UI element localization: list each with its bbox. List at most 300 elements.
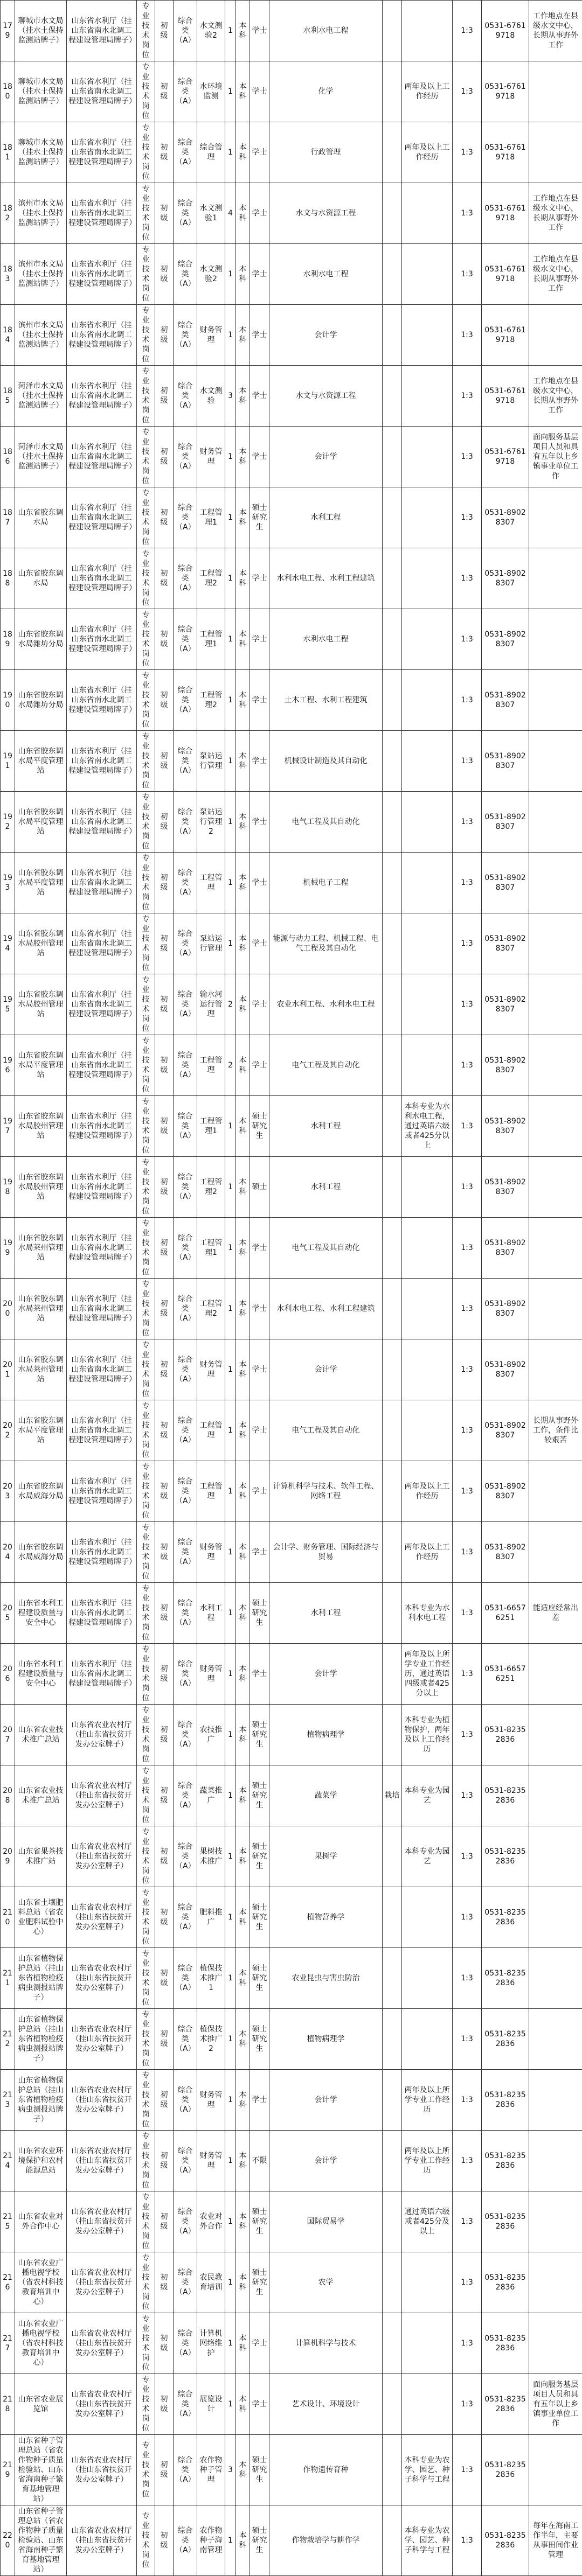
remark-cell xyxy=(529,487,582,548)
education-cell: 本科 xyxy=(236,2070,250,2131)
remark-cell xyxy=(529,1887,582,1948)
ratio-cell: 1:3 xyxy=(453,1522,482,1583)
education-cell: 本科 xyxy=(236,974,250,1035)
ratio-cell: 1:3 xyxy=(453,548,482,609)
remark-cell xyxy=(529,2070,582,2131)
post-name-cell: 工程管理 xyxy=(197,1400,225,1461)
grad-major-cell: 栽培 xyxy=(383,1765,402,1826)
row-number: 193 xyxy=(1,853,15,913)
row-number: 215 xyxy=(1,2191,15,2252)
post-name-cell: 泵站运行管理 xyxy=(197,731,225,792)
ratio-cell: 1:3 xyxy=(453,305,482,366)
other-requirements-cell xyxy=(402,1035,453,1096)
quota-cell: 1 xyxy=(225,487,236,548)
quota-cell: 1 xyxy=(225,427,236,487)
parent-unit-cell: 山东省农业农村厅（挂山东省扶贫开发办公室牌子） xyxy=(67,2009,137,2070)
degree-cell: 学士 xyxy=(250,1218,269,1279)
row-number: 210 xyxy=(1,1887,15,1948)
quota-cell: 1 xyxy=(225,609,236,670)
major-cell: 植物病理学 xyxy=(269,1705,383,1765)
quota-cell: 1 xyxy=(225,1400,236,1461)
parent-unit-cell: 山东省水利厅（挂山东省南水北调工程建设管理局牌子） xyxy=(67,1,137,61)
row-number: 191 xyxy=(1,731,15,792)
remark-cell xyxy=(529,1218,582,1279)
phone-cell: 0531-89028307 xyxy=(482,1400,529,1461)
grad-major-cell xyxy=(383,1035,402,1096)
post-nature-cell: 综合类（A） xyxy=(174,1096,197,1157)
post-name-cell: 水环境监测 xyxy=(197,61,225,122)
post-grade-cell: 初级 xyxy=(155,670,174,731)
phone-cell: 0531-82352836 xyxy=(482,2374,529,2435)
remark-cell: 每年在海南工作半年，主要从事田间作业管理 xyxy=(529,2505,582,2576)
department-cell: 聊城市水文局（挂水土保持监测站牌子） xyxy=(15,61,67,122)
major-cell: 行政管理 xyxy=(269,122,383,183)
row-number: 218 xyxy=(1,2374,15,2435)
post-category-cell: 专业技术岗位 xyxy=(137,1583,155,1644)
row-number: 182 xyxy=(1,183,15,244)
remark-cell xyxy=(529,122,582,183)
ratio-cell: 1:3 xyxy=(453,1887,482,1948)
phone-cell: 0531-82352836 xyxy=(482,2505,529,2576)
post-nature-cell: 综合类（A） xyxy=(174,183,197,244)
department-cell: 山东省胶东调水局胶州管理站 xyxy=(15,1157,67,1218)
education-cell: 本科 xyxy=(236,670,250,731)
post-name-cell: 水文测验 xyxy=(197,366,225,427)
post-category-cell: 专业技术岗位 xyxy=(137,1035,155,1096)
post-name-cell: 财务管理 xyxy=(197,427,225,487)
post-category-cell: 专业技术岗位 xyxy=(137,913,155,974)
other-requirements-cell xyxy=(402,548,453,609)
row-number: 208 xyxy=(1,1765,15,1826)
degree-cell: 学士 xyxy=(250,1644,269,1705)
post-nature-cell: 综合类（A） xyxy=(174,1826,197,1887)
degree-cell: 硕士研究生 xyxy=(250,2252,269,2313)
post-grade-cell: 初级 xyxy=(155,1705,174,1765)
post-nature-cell: 综合类（A） xyxy=(174,305,197,366)
education-cell: 本科 xyxy=(236,1,250,61)
other-requirements-cell xyxy=(402,2313,453,2374)
post-name-cell: 财务管理 xyxy=(197,1644,225,1705)
row-number: 198 xyxy=(1,1157,15,1218)
major-cell: 果树学 xyxy=(269,1826,383,1887)
post-name-cell: 水文测验2 xyxy=(197,244,225,305)
post-grade-cell: 初级 xyxy=(155,1765,174,1826)
other-requirements-cell xyxy=(402,1339,453,1400)
other-requirements-cell xyxy=(402,1157,453,1218)
degree-cell: 学士 xyxy=(250,792,269,853)
post-name-cell: 工程管理1 xyxy=(197,1218,225,1279)
post-name-cell: 财务管理 xyxy=(197,305,225,366)
major-cell: 农业昆虫与害虫防治 xyxy=(269,1948,383,2009)
major-cell: 农业水利工程、水利水电工程 xyxy=(269,974,383,1035)
ratio-cell: 1:3 xyxy=(453,1157,482,1218)
grad-major-cell xyxy=(383,1705,402,1765)
degree-cell: 学士 xyxy=(250,1035,269,1096)
post-grade-cell: 初级 xyxy=(155,548,174,609)
phone-cell: 0531-67619718 xyxy=(482,61,529,122)
table-row xyxy=(1,670,582,731)
table-row xyxy=(1,1035,582,1096)
post-nature-cell: 综合类（A） xyxy=(174,1400,197,1461)
grad-major-cell xyxy=(383,1339,402,1400)
row-number: 190 xyxy=(1,670,15,731)
degree-cell: 硕士研究生 xyxy=(250,2435,269,2505)
table-row xyxy=(1,1157,582,1218)
post-nature-cell: 综合类（A） xyxy=(174,974,197,1035)
phone-cell: 0531-67619718 xyxy=(482,183,529,244)
other-requirements-cell: 两年及以上所学专业工作经历 xyxy=(402,2131,453,2191)
ratio-cell: 1:3 xyxy=(453,913,482,974)
post-grade-cell: 初级 xyxy=(155,609,174,670)
post-name-cell: 财务管理 xyxy=(197,2070,225,2131)
post-category-cell: 专业技术岗位 xyxy=(137,1461,155,1522)
post-nature-cell: 综合类（A） xyxy=(174,2009,197,2070)
ratio-cell: 1:3 xyxy=(453,1765,482,1826)
grad-major-cell xyxy=(383,2505,402,2576)
major-cell: 作物栽培学与耕作学 xyxy=(269,2505,383,2576)
other-requirements-cell xyxy=(402,244,453,305)
table-row xyxy=(1,1948,582,2009)
department-cell: 山东省土壤肥料总站（省农业肥料试验中心） xyxy=(15,1887,67,1948)
department-cell: 山东省农业环境保护和农村能源总站 xyxy=(15,2131,67,2191)
post-grade-cell: 初级 xyxy=(155,1644,174,1705)
education-cell: 本科 xyxy=(236,2009,250,2070)
department-cell: 山东省果茶技术推广站 xyxy=(15,1826,67,1887)
grad-major-cell xyxy=(383,1948,402,2009)
quota-cell: 1 xyxy=(225,1157,236,1218)
post-category-cell: 专业技术岗位 xyxy=(137,1400,155,1461)
department-cell: 山东省农业技术推广总站 xyxy=(15,1765,67,1826)
major-cell: 会计学 xyxy=(269,1644,383,1705)
row-number: 207 xyxy=(1,1705,15,1765)
major-cell: 电气工程及其自动化 xyxy=(269,1218,383,1279)
phone-cell: 0531-82352836 xyxy=(482,2252,529,2313)
education-cell: 本科 xyxy=(236,1887,250,1948)
post-category-cell: 专业技术岗位 xyxy=(137,1887,155,1948)
quota-cell: 1 xyxy=(225,548,236,609)
degree-cell: 学士 xyxy=(250,1522,269,1583)
education-cell: 本科 xyxy=(236,183,250,244)
education-cell: 本科 xyxy=(236,1339,250,1400)
phone-cell: 0531-67619718 xyxy=(482,122,529,183)
post-grade-cell: 初级 xyxy=(155,61,174,122)
table-row xyxy=(1,1826,582,1887)
other-requirements-cell xyxy=(402,792,453,853)
parent-unit-cell: 山东省水利厅（挂山东省南水北调工程建设管理局牌子） xyxy=(67,1339,137,1400)
quota-cell: 3 xyxy=(225,2435,236,2505)
remark-cell xyxy=(529,2009,582,2070)
post-category-cell: 专业技术岗位 xyxy=(137,2070,155,2131)
department-cell: 山东省种子管理总站（省农作物种子质量检验站、山东省海南种子繁育基地管理站） xyxy=(15,2505,67,2576)
grad-major-cell xyxy=(383,122,402,183)
post-nature-cell: 综合类（A） xyxy=(174,913,197,974)
remark-cell: 工作地点在县级水文中心，长期从事野外工作 xyxy=(529,244,582,305)
table-row xyxy=(1,2313,582,2374)
other-requirements-cell xyxy=(402,913,453,974)
grad-major-cell xyxy=(383,305,402,366)
row-number: 209 xyxy=(1,1826,15,1887)
remark-cell xyxy=(529,913,582,974)
education-cell: 本科 xyxy=(236,609,250,670)
degree-cell: 硕士研究生 xyxy=(250,1705,269,1765)
table-row xyxy=(1,1218,582,1279)
parent-unit-cell: 山东省水利厅（挂山东省南水北调工程建设管理局牌子） xyxy=(67,1400,137,1461)
major-cell: 会计学 xyxy=(269,305,383,366)
phone-cell: 0531-66576251 xyxy=(482,1644,529,1705)
post-name-cell: 农作物种子海南管理 xyxy=(197,2505,225,2576)
post-grade-cell: 初级 xyxy=(155,122,174,183)
post-nature-cell: 综合类（A） xyxy=(174,1,197,61)
education-cell: 本科 xyxy=(236,1765,250,1826)
row-number: 194 xyxy=(1,913,15,974)
education-cell: 本科 xyxy=(236,1826,250,1887)
post-name-cell: 农业对外合作 xyxy=(197,2191,225,2252)
quota-cell: 1 xyxy=(225,2505,236,2576)
post-nature-cell: 综合类（A） xyxy=(174,2252,197,2313)
table-row xyxy=(1,731,582,792)
education-cell: 本科 xyxy=(236,122,250,183)
ratio-cell: 1:3 xyxy=(453,1279,482,1339)
post-name-cell: 财务管理 xyxy=(197,1339,225,1400)
education-cell: 本科 xyxy=(236,2252,250,2313)
row-number: 185 xyxy=(1,366,15,427)
department-cell: 滨州市水文局（挂水土保持监测站牌子） xyxy=(15,183,67,244)
post-name-cell: 财务管理 xyxy=(197,2131,225,2191)
education-cell: 本科 xyxy=(236,792,250,853)
remark-cell xyxy=(529,1339,582,1400)
ratio-cell: 1:3 xyxy=(453,1644,482,1705)
post-category-cell: 专业技术岗位 xyxy=(137,2374,155,2435)
post-name-cell: 综合管理 xyxy=(197,122,225,183)
phone-cell: 0531-89028307 xyxy=(482,1279,529,1339)
post-category-cell: 专业技术岗位 xyxy=(137,2313,155,2374)
post-category-cell: 专业技术岗位 xyxy=(137,1096,155,1157)
post-grade-cell: 初级 xyxy=(155,2191,174,2252)
table-row xyxy=(1,548,582,609)
row-number: 206 xyxy=(1,1644,15,1705)
post-category-cell: 专业技术岗位 xyxy=(137,1948,155,2009)
degree-cell: 学士 xyxy=(250,427,269,487)
row-number: 183 xyxy=(1,244,15,305)
quota-cell: 1 xyxy=(225,913,236,974)
degree-cell: 学士 xyxy=(250,122,269,183)
other-requirements-cell xyxy=(402,487,453,548)
phone-cell: 0531-67619718 xyxy=(482,366,529,427)
post-category-cell: 专业技术岗位 xyxy=(137,1826,155,1887)
table-row xyxy=(1,1279,582,1339)
post-name-cell: 工程管理1 xyxy=(197,609,225,670)
other-requirements-cell xyxy=(402,366,453,427)
degree-cell: 硕士研究生 xyxy=(250,1096,269,1157)
degree-cell: 硕士研究生 xyxy=(250,2191,269,2252)
phone-cell: 0531-67619718 xyxy=(482,427,529,487)
post-category-cell: 专业技术岗位 xyxy=(137,548,155,609)
department-cell: 山东省胶东调水局胶州管理站 xyxy=(15,1096,67,1157)
post-grade-cell: 初级 xyxy=(155,792,174,853)
education-cell: 本科 xyxy=(236,244,250,305)
grad-major-cell xyxy=(383,853,402,913)
phone-cell: 0531-89028307 xyxy=(482,609,529,670)
post-name-cell: 泵站运行管理2 xyxy=(197,792,225,853)
table-row xyxy=(1,1705,582,1765)
parent-unit-cell: 山东省水利厅（挂山东省南水北调工程建设管理局牌子） xyxy=(67,305,137,366)
department-cell: 山东省胶东调水局平度管理站 xyxy=(15,792,67,853)
remark-cell: 面向服务基层项目人员和具有五年以上乡镇事业单位工作 xyxy=(529,427,582,487)
post-category-cell: 专业技术岗位 xyxy=(137,1,155,61)
grad-major-cell xyxy=(383,1887,402,1948)
department-cell: 山东省植物保护总站（挂山东省植物检疫病虫测报站牌子） xyxy=(15,2070,67,2131)
degree-cell: 学士 xyxy=(250,366,269,427)
remark-cell xyxy=(529,1705,582,1765)
phone-cell: 0531-89028307 xyxy=(482,974,529,1035)
row-number: 202 xyxy=(1,1400,15,1461)
degree-cell: 学士 xyxy=(250,61,269,122)
major-cell: 水利工程 xyxy=(269,487,383,548)
other-requirements-cell: 本科专业为园艺 xyxy=(402,1826,453,1887)
ratio-cell: 1:3 xyxy=(453,2505,482,2576)
row-number: 179 xyxy=(1,1,15,61)
parent-unit-cell: 山东省水利厅（挂山东省南水北调工程建设管理局牌子） xyxy=(67,61,137,122)
education-cell: 本科 xyxy=(236,1583,250,1644)
education-cell: 本科 xyxy=(236,1218,250,1279)
grad-major-cell xyxy=(383,2009,402,2070)
row-number: 217 xyxy=(1,2313,15,2374)
row-number: 188 xyxy=(1,548,15,609)
quota-cell: 1 xyxy=(225,1522,236,1583)
phone-cell: 0531-82352836 xyxy=(482,1826,529,1887)
parent-unit-cell: 山东省农业农村厅（挂山东省扶贫开发办公室牌子） xyxy=(67,1826,137,1887)
education-cell: 本科 xyxy=(236,2374,250,2435)
department-cell: 山东省胶东调水局 xyxy=(15,487,67,548)
remark-cell xyxy=(529,792,582,853)
parent-unit-cell: 山东省农业农村厅（挂山东省扶贫开发办公室牌子） xyxy=(67,2252,137,2313)
education-cell: 本科 xyxy=(236,2435,250,2505)
major-cell: 机械设计制造及其自动化 xyxy=(269,731,383,792)
remark-cell: 工作地点在县级水文中心，长期从事野外工作 xyxy=(529,183,582,244)
grad-major-cell xyxy=(383,1400,402,1461)
post-name-cell: 工程管理1 xyxy=(197,1096,225,1157)
other-requirements-cell: 本科专业为水利水电工程 xyxy=(402,1583,453,1644)
post-nature-cell: 综合类（A） xyxy=(174,1522,197,1583)
degree-cell: 不限 xyxy=(250,2131,269,2191)
parent-unit-cell: 山东省水利厅（挂山东省南水北调工程建设管理局牌子） xyxy=(67,1157,137,1218)
post-category-cell: 专业技术岗位 xyxy=(137,122,155,183)
post-nature-cell: 综合类（A） xyxy=(174,1279,197,1339)
ratio-cell: 1:3 xyxy=(453,609,482,670)
table-row xyxy=(1,305,582,366)
grad-major-cell xyxy=(383,731,402,792)
post-category-cell: 专业技术岗位 xyxy=(137,1765,155,1826)
post-grade-cell: 初级 xyxy=(155,1887,174,1948)
degree-cell: 学士 xyxy=(250,2313,269,2374)
quota-cell: 1 xyxy=(225,1705,236,1765)
post-grade-cell: 初级 xyxy=(155,427,174,487)
ratio-cell: 1:3 xyxy=(453,2191,482,2252)
department-cell: 滨州市水文局（挂水土保持监测站牌子） xyxy=(15,305,67,366)
phone-cell: 0531-89028307 xyxy=(482,1157,529,1218)
row-number: 196 xyxy=(1,1035,15,1096)
quota-cell: 1 xyxy=(225,1765,236,1826)
parent-unit-cell: 山东省水利厅（挂山东省南水北调工程建设管理局牌子） xyxy=(67,1279,137,1339)
parent-unit-cell: 山东省农业农村厅（挂山东省扶贫开发办公室牌子） xyxy=(67,1765,137,1826)
education-cell: 本科 xyxy=(236,731,250,792)
phone-cell: 0531-89028307 xyxy=(482,1339,529,1400)
ratio-cell: 1:3 xyxy=(453,792,482,853)
grad-major-cell xyxy=(383,1157,402,1218)
quota-cell: 1 xyxy=(225,122,236,183)
post-category-cell: 专业技术岗位 xyxy=(137,1279,155,1339)
row-number: 220 xyxy=(1,2505,15,2576)
ratio-cell: 1:3 xyxy=(453,61,482,122)
post-grade-cell: 初级 xyxy=(155,2505,174,2576)
phone-cell: 0531-89028307 xyxy=(482,731,529,792)
ratio-cell: 1:3 xyxy=(453,2313,482,2374)
department-cell: 菏泽市水文局（挂水土保持监测站牌子） xyxy=(15,427,67,487)
ratio-cell: 1:3 xyxy=(453,1583,482,1644)
ratio-cell: 1:3 xyxy=(453,244,482,305)
parent-unit-cell: 山东省农业农村厅（挂山东省扶贫开发办公室牌子） xyxy=(67,2313,137,2374)
parent-unit-cell: 山东省水利厅（挂山东省南水北调工程建设管理局牌子） xyxy=(67,1461,137,1522)
quota-cell: 1 xyxy=(225,2070,236,2131)
quota-cell: 1 xyxy=(225,731,236,792)
parent-unit-cell: 山东省农业农村厅（挂山东省扶贫开发办公室牌子） xyxy=(67,2191,137,2252)
major-cell: 土木工程、水利工程建筑 xyxy=(269,670,383,731)
remark-cell xyxy=(529,1948,582,2009)
post-grade-cell: 初级 xyxy=(155,487,174,548)
department-cell: 山东省胶东调水局莱州管理站 xyxy=(15,1279,67,1339)
grad-major-cell xyxy=(383,1279,402,1339)
post-category-cell: 专业技术岗位 xyxy=(137,244,155,305)
major-cell: 电气工程及其自动化 xyxy=(269,792,383,853)
post-nature-cell: 综合类（A） xyxy=(174,2070,197,2131)
major-cell: 会计学 xyxy=(269,2070,383,2131)
ratio-cell: 1:3 xyxy=(453,183,482,244)
grad-major-cell xyxy=(383,183,402,244)
education-cell: 本科 xyxy=(236,1035,250,1096)
row-number: 195 xyxy=(1,974,15,1035)
row-number: 181 xyxy=(1,122,15,183)
major-cell: 水文与水资源工程 xyxy=(269,183,383,244)
quota-cell: 1 xyxy=(225,1,236,61)
table-row xyxy=(1,1339,582,1400)
post-name-cell: 蔬菜推广 xyxy=(197,1765,225,1826)
department-cell: 山东省胶东调水局潍坊分局 xyxy=(15,609,67,670)
phone-cell: 0531-66576251 xyxy=(482,1583,529,1644)
major-cell: 会计学 xyxy=(269,2131,383,2191)
post-grade-cell: 初级 xyxy=(155,974,174,1035)
quota-cell: 1 xyxy=(225,2374,236,2435)
degree-cell: 学士 xyxy=(250,974,269,1035)
ratio-cell: 1:3 xyxy=(453,974,482,1035)
post-nature-cell: 综合类（A） xyxy=(174,548,197,609)
ratio-cell: 1:3 xyxy=(453,1339,482,1400)
ratio-cell: 1:3 xyxy=(453,1400,482,1461)
post-category-cell: 专业技术岗位 xyxy=(137,61,155,122)
parent-unit-cell: 山东省水利厅（挂山东省南水北调工程建设管理局牌子） xyxy=(67,1644,137,1705)
table-row xyxy=(1,853,582,913)
quota-cell: 2 xyxy=(225,974,236,1035)
degree-cell: 学士 xyxy=(250,548,269,609)
degree-cell: 学士 xyxy=(250,183,269,244)
department-cell: 山东省水利工程建设质量与安全中心 xyxy=(15,1644,67,1705)
table-row xyxy=(1,2191,582,2252)
parent-unit-cell: 山东省农业农村厅（挂山东省扶贫开发办公室牌子） xyxy=(67,2070,137,2131)
education-cell: 本科 xyxy=(236,1461,250,1522)
post-nature-cell: 综合类（A） xyxy=(174,1218,197,1279)
post-nature-cell: 综合类（A） xyxy=(174,1644,197,1705)
table-row xyxy=(1,1522,582,1583)
post-category-cell: 专业技术岗位 xyxy=(137,1339,155,1400)
